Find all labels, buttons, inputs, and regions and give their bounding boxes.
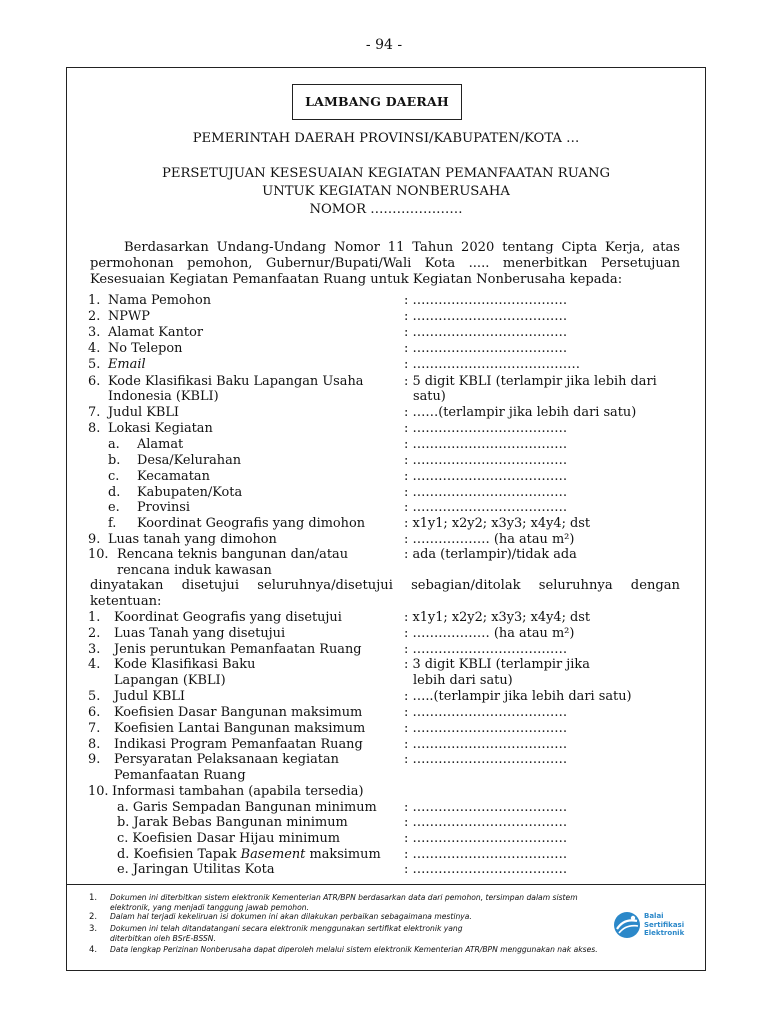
row-value: : ………………………………	[404, 437, 568, 452]
row-label: Indikasi Program Pemanfaatan Ruang	[114, 737, 363, 752]
row-value: : ……………… (ha atau m²)	[404, 532, 575, 547]
bsre-logo	[612, 910, 702, 944]
applicant-row-land-area	[0, 532, 768, 548]
row-label: Kabupaten/Kota	[137, 485, 243, 500]
row-value: : ………………………………	[404, 500, 568, 515]
row-label: Informasi tambahan (apabila tersedia)	[112, 784, 364, 799]
row-label	[117, 847, 381, 863]
row-value: : ………………………………	[404, 325, 568, 340]
row-number: 1.	[88, 610, 101, 625]
row-number: 1.	[88, 293, 101, 308]
footnote-text: Dalam hal terjadi kekeliruan isi dokumen ini akan dilakukan perbaikan sebagaimana mestinya.	[110, 912, 472, 921]
row-number: 4.	[88, 657, 101, 672]
applicant-row-village	[0, 453, 768, 469]
row-value: : ………………………………	[404, 800, 568, 815]
row-label: Kode Klasifikasi Baku	[114, 657, 256, 672]
provision-row-requirements	[0, 752, 768, 768]
row-value: : ………………………………	[404, 862, 568, 877]
provision-row-basement	[0, 847, 768, 863]
row-label: Indonesia (KBLI)	[108, 389, 219, 404]
row-label: c. Koefisien Dasar Hijau minimum	[117, 831, 340, 846]
row-label: Lokasi Kegiatan	[108, 421, 213, 436]
bsre-logo-text	[644, 912, 684, 938]
regional-emblem-box: LAMBANG DAERAH	[292, 84, 462, 120]
row-number: 4.	[88, 341, 101, 356]
provision-row-requirements-cont	[0, 768, 768, 784]
label-italic-part: Basement	[240, 847, 306, 862]
provision-row-utilities	[0, 862, 768, 878]
row-label: Jenis peruntukan Pemanfaatan Ruang	[114, 642, 362, 657]
row-value: : 3 digit KBLI (terlampir jika	[404, 657, 590, 672]
row-number: 2.	[88, 626, 101, 641]
row-number: 5.	[88, 689, 101, 704]
decision-paragraph: dinyatakan disetujui seluruhnya/disetujui sebagian/ditolak seluruhnya dengan ketentuan:	[90, 578, 680, 609]
row-number: 2.	[88, 309, 101, 324]
document-title-line-2: UNTUK KEGIATAN NONBERUSAHA	[262, 184, 510, 199]
row-number: 8.	[88, 737, 101, 752]
row-label: Lapangan (KBLI)	[114, 673, 226, 688]
row-value: : ada (terlampir)/tidak ada	[404, 547, 577, 562]
row-value: : ………………………………	[404, 721, 568, 736]
row-label: Email	[108, 357, 146, 372]
applicant-row-regency	[0, 485, 768, 501]
row-value: : ………………………………	[404, 737, 568, 752]
row-label: Koordinat Geografis yang disetujui	[114, 610, 342, 625]
bsre-line-1: Balai	[644, 912, 664, 920]
row-label: b. Jarak Bebas Bangunan minimum	[117, 815, 348, 830]
bsre-logo-icon	[612, 910, 642, 940]
row-value: : ………………………………	[404, 705, 568, 720]
row-label: Alamat Kantor	[108, 325, 204, 340]
row-label: Kode Klasifikasi Baku Lapangan Usaha	[108, 374, 364, 389]
footnote-number: 2.	[89, 912, 98, 922]
row-value: : x1y1; x2y2; x3y3; x4y4; dst	[404, 610, 591, 625]
row-value: : ……………… (ha atau m²)	[404, 626, 575, 641]
row-number: 9.	[88, 752, 101, 767]
applicant-row-address	[0, 437, 768, 453]
row-label: Rencana teknis bangunan dan/atau	[117, 547, 348, 562]
footnote-separator	[66, 884, 706, 885]
footnote-text: Dokumen ini telah ditandatangani secara elektronik menggunakan sertifikat elektronik yang diterbitkan oleh BSrE-BSSN.	[110, 924, 463, 943]
footnote-number: 3.	[89, 924, 98, 934]
provision-row-green-coefficient	[0, 831, 768, 847]
row-label: Pemanfaatan Ruang	[114, 768, 246, 783]
row-label: Provinsi	[137, 500, 191, 515]
row-number: d.	[108, 485, 121, 500]
applicant-row-npwp	[0, 309, 768, 325]
page-number: - 94 -	[365, 37, 403, 53]
row-value: : ………………………………	[404, 469, 568, 484]
bsre-line-2: Sertifikasi	[644, 920, 685, 929]
row-label: No Telepon	[108, 341, 183, 356]
row-value: : ………………………………	[404, 309, 568, 324]
row-number: c.	[108, 469, 120, 484]
row-label: Alamat	[137, 437, 184, 452]
applicant-row-technical-plan-cont	[0, 563, 768, 579]
row-number: 6.	[88, 705, 101, 720]
row-value: : …………………………………	[404, 357, 581, 372]
provision-row-kbli-code	[0, 657, 768, 673]
label-part: d. Koefisien Tapak	[117, 847, 241, 862]
row-number: 10.	[88, 547, 109, 562]
provision-row-designation	[0, 642, 768, 658]
intro-paragraph	[90, 240, 680, 288]
provision-row-kbli-code-cont	[0, 673, 768, 689]
footnote-text: Data lengkap Perizinan Nonberusaha dapat diperoleh melalui sistem elektronik Kementerian ATR/BPN menggunakan nak akses.	[110, 945, 598, 954]
row-label: Desa/Kelurahan	[137, 453, 242, 468]
footnote-text: Dokumen ini diterbitkan sistem elektronik Kementerian ATR/BPN berdasarkan data dari pemohon, tersimpan dalam sistem elektronik, yang menjadi tanggung jawab pemohon.	[110, 893, 578, 912]
label-part: maksimum	[305, 847, 381, 862]
row-label: e. Jaringan Utilitas Kota	[117, 862, 275, 877]
row-number: 3.	[88, 325, 101, 340]
row-value: satu)	[413, 389, 446, 404]
row-label: Persyaratan Pelaksanaan kegiatan	[114, 752, 339, 767]
applicant-row-location	[0, 421, 768, 437]
row-value: : ………………………………	[404, 752, 568, 767]
applicant-row-province	[0, 500, 768, 516]
row-label: Judul KBLI	[108, 405, 179, 420]
applicant-row-kbli-title	[0, 405, 768, 421]
row-label: Kecamatan	[137, 469, 210, 484]
row-value: lebih dari satu)	[413, 673, 513, 688]
applicant-row-kbli-code-cont	[0, 389, 768, 405]
footnote-number: 4.	[89, 945, 98, 955]
applicant-row-technical-plan	[0, 547, 768, 563]
row-value: : ………………………………	[404, 847, 568, 862]
document-number: NOMOR …………………	[309, 202, 463, 217]
bsre-line-3: Elektronik	[644, 929, 685, 937]
row-label: Luas tanah yang dimohon	[108, 532, 277, 547]
row-label: Nama Pemohon	[108, 293, 212, 308]
row-number: 8.	[88, 421, 101, 436]
row-value: : ………………………………	[404, 642, 568, 657]
provision-row-kbli-title	[0, 689, 768, 705]
row-number: 6.	[88, 374, 101, 389]
provision-row-setback	[0, 800, 768, 816]
provision-row-program	[0, 737, 768, 753]
row-number: 10.	[88, 784, 109, 799]
row-label: a. Garis Sempadan Bangunan minimum	[117, 800, 377, 815]
document-title-line-1: PERSETUJUAN KESESUAIAN KEGIATAN PEMANFAATAN RUANG	[161, 166, 611, 181]
applicant-row-email	[0, 357, 768, 373]
row-number: a.	[108, 437, 120, 452]
row-number: 5.	[88, 357, 101, 372]
provision-row-kdb	[0, 705, 768, 721]
row-value: : ………………………………	[404, 453, 568, 468]
row-value: : …..(terlampir jika lebih dari satu)	[404, 689, 632, 704]
row-label: rencana induk kawasan	[117, 563, 272, 578]
provision-row-coordinates	[0, 610, 768, 626]
row-value: : 5 digit KBLI (terlampir jika lebih dari	[404, 374, 657, 389]
government-title: PEMERINTAH DAERAH PROVINSI/KABUPATEN/KOTA …	[192, 131, 580, 146]
row-number: 7.	[88, 721, 101, 736]
row-number: e.	[108, 500, 120, 515]
applicant-row-office-address	[0, 325, 768, 341]
row-number: 7.	[88, 405, 101, 420]
provision-row-clearance	[0, 815, 768, 831]
row-label: Judul KBLI	[114, 689, 185, 704]
row-label: Koefisien Dasar Bangunan maksimum	[114, 705, 363, 720]
row-label: NPWP	[108, 309, 150, 324]
applicant-row-coordinates	[0, 516, 768, 532]
applicant-row-district	[0, 469, 768, 485]
provision-row-land-area	[0, 626, 768, 642]
footnote-number: 1.	[89, 893, 98, 903]
row-value: : ……(terlampir jika lebih dari satu)	[404, 405, 637, 420]
row-value: : ………………………………	[404, 831, 568, 846]
applicant-row-kbli-code	[0, 374, 768, 390]
row-value: : ………………………………	[404, 341, 568, 356]
row-label: Luas Tanah yang disetujui	[114, 626, 286, 641]
row-number: f.	[108, 516, 117, 531]
row-number: 3.	[88, 642, 101, 657]
row-number: 9.	[88, 532, 101, 547]
row-value: : ………………………………	[404, 815, 568, 830]
row-label: Koordinat Geografis yang dimohon	[137, 516, 366, 531]
applicant-row-phone	[0, 341, 768, 357]
row-value: : x1y1; x2y2; x3y3; x4y4; dst	[404, 516, 591, 531]
provision-row-additional-info	[0, 784, 768, 800]
row-value: : ………………………………	[404, 421, 568, 436]
row-label: Koefisien Lantai Bangunan maksimum	[114, 721, 366, 736]
provision-row-klb	[0, 721, 768, 737]
applicant-row-name	[0, 293, 768, 309]
row-number: b.	[108, 453, 121, 468]
row-value: : ………………………………	[404, 485, 568, 500]
row-value: : ………………………………	[404, 293, 568, 308]
intro-text: Berdasarkan Undang-Undang Nomor 11 Tahun 2020 tentang Cipta Kerja, atas permohonan pemohon, Gubernur/Bupati/Wali Kota ..... menerbitkan Persetujuan Kesesuaian Kegiatan Pemanfaatan Ruang untuk Kegiatan Nonberusaha kepada:	[90, 240, 680, 287]
